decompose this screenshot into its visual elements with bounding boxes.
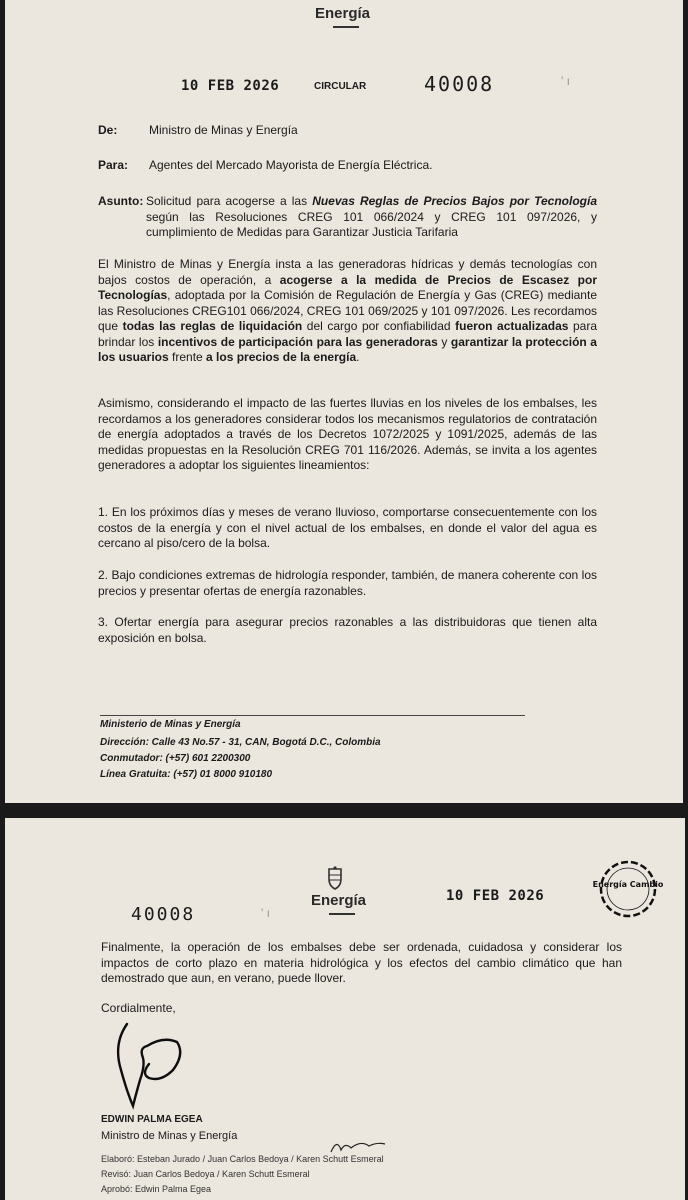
page2-logo-underline <box>329 913 355 915</box>
circular-date: 10 FEB 2026 <box>181 78 280 94</box>
paragraph-2: Asimismo, considerando el impacto de las fuertes lluvias en los niveles de los embalses, les recordamos a los generadores considerar todos los mecanismos regulatorios de contratación de energía adoptados a través de los Decretos 1072/2025 y 1091/2025, además de las medidas propuestas en la Resolución CREG 701 116/2026. Además, se invita a los agentes generadores a adoptar los siguientes lineamientos: <box>98 396 597 472</box>
circular-page-2 <box>5 818 685 1200</box>
energia-cambio-seal-icon <box>592 858 664 920</box>
subject-label: Asunto: <box>98 194 144 208</box>
footer-address: Dirección: Calle 43 No.57 - 31, CAN, Bogotá D.C., Colombia <box>100 737 381 748</box>
energia-logo-text: Energía <box>315 5 371 22</box>
footer-phone: Conmutador: (+57) 601 2200300 <box>100 753 251 764</box>
page2-energia-logo-text: Energía <box>311 892 367 909</box>
circular-label: CIRCULAR <box>314 81 367 92</box>
page2-paragraph: Finalmente, la operación de los embalses debe ser ordenada, cuidadosa y considerar los impactos de corto plazo en materia hidrológica y los efectos del cambio climático que han demostrado que aun, en verano, puede llover. <box>101 940 622 985</box>
subject-text: Solicitud para acogerse a las Nuevas Reglas de Precios Bajos por Tecnología según las Resoluciones CREG 101 066/2024 y CREG 101 097/2026, y cumplimiento de Medidas para Garantizar Justicia Tarifaria <box>146 194 597 239</box>
from-value: Ministro de Minas y Energía <box>149 123 298 137</box>
signature-image <box>105 1018 185 1110</box>
scan-mark: ' ı <box>561 74 570 88</box>
guideline-item-3: 3. Ofertar energía para asegurar precios razonables a las distribuidoras que tienen alta exposición en bolsa. <box>98 615 597 645</box>
closing: Cordialmente, <box>101 1001 176 1015</box>
coat-of-arms-icon <box>326 866 344 890</box>
to-value: Agentes del Mercado Mayorista de Energía Eléctrica. <box>149 158 433 172</box>
approved-by: Aprobó: Edwin Palma Egea <box>101 1184 212 1194</box>
to-label: Para: <box>98 158 129 172</box>
page2-date: 10 FEB 2026 <box>446 888 545 904</box>
page2-scan-mark: ' ı <box>261 906 270 920</box>
paragraph-1: El Ministro de Minas y Energía insta a las generadoras hídricas y demás tecnologías con bajos costos de operación, a acogerse a la medida de Precios de Escasez por Tecnologías, adoptada por la Comisión de Regulación de Energía y Gas (CREG) mediante las Resoluciones CREG101 066/2024, CREG 101 069/2025 y 101 097/2026. Les recordamos que todas las reglas de liquidación del cargo por confiabilidad fueron actualizadas para brindar los incentivos de participación para las generadoras y garantizar la protección a los usuarios frente a los precios de la energía. <box>98 257 598 364</box>
from-label: De: <box>98 123 118 137</box>
guideline-item-2: 2. Bajo condiciones extremas de hidrología responder, también, de manera coherente con los precios y presentar ofertas de energía razonables. <box>98 568 597 598</box>
initials-image <box>327 1136 387 1156</box>
signer-name: EDWIN PALMA EGEA <box>101 1114 203 1125</box>
page2-circular-number: 40008 <box>131 904 196 925</box>
footer-divider <box>100 715 525 716</box>
drafted-by: Elaboró: Esteban Jurado / Juan Carlos Bedoya / Karen Schutt Esmeral <box>101 1154 384 1164</box>
logo-underline <box>333 26 359 28</box>
footer-org: Ministerio de Minas y Energía <box>100 719 241 730</box>
signer-title: Ministro de Minas y Energía <box>101 1130 238 1142</box>
circular-page-1 <box>5 0 683 803</box>
seal-text: Energía Cambio <box>592 880 664 889</box>
reviewed-by: Revisó: Juan Carlos Bedoya / Karen Schutt Esmeral <box>101 1169 310 1179</box>
guideline-item-1: 1. En los próximos días y meses de verano lluvioso, comportarse consecuentemente con los costos de la energía y con el nivel actual de los embalses, en donde el valor del agua es cercano al piso/cero de la bolsa. <box>98 505 597 550</box>
circular-number: 40008 <box>424 72 495 96</box>
footer-toll-free: Línea Gratuita: (+57) 01 8000 910180 <box>100 769 273 780</box>
